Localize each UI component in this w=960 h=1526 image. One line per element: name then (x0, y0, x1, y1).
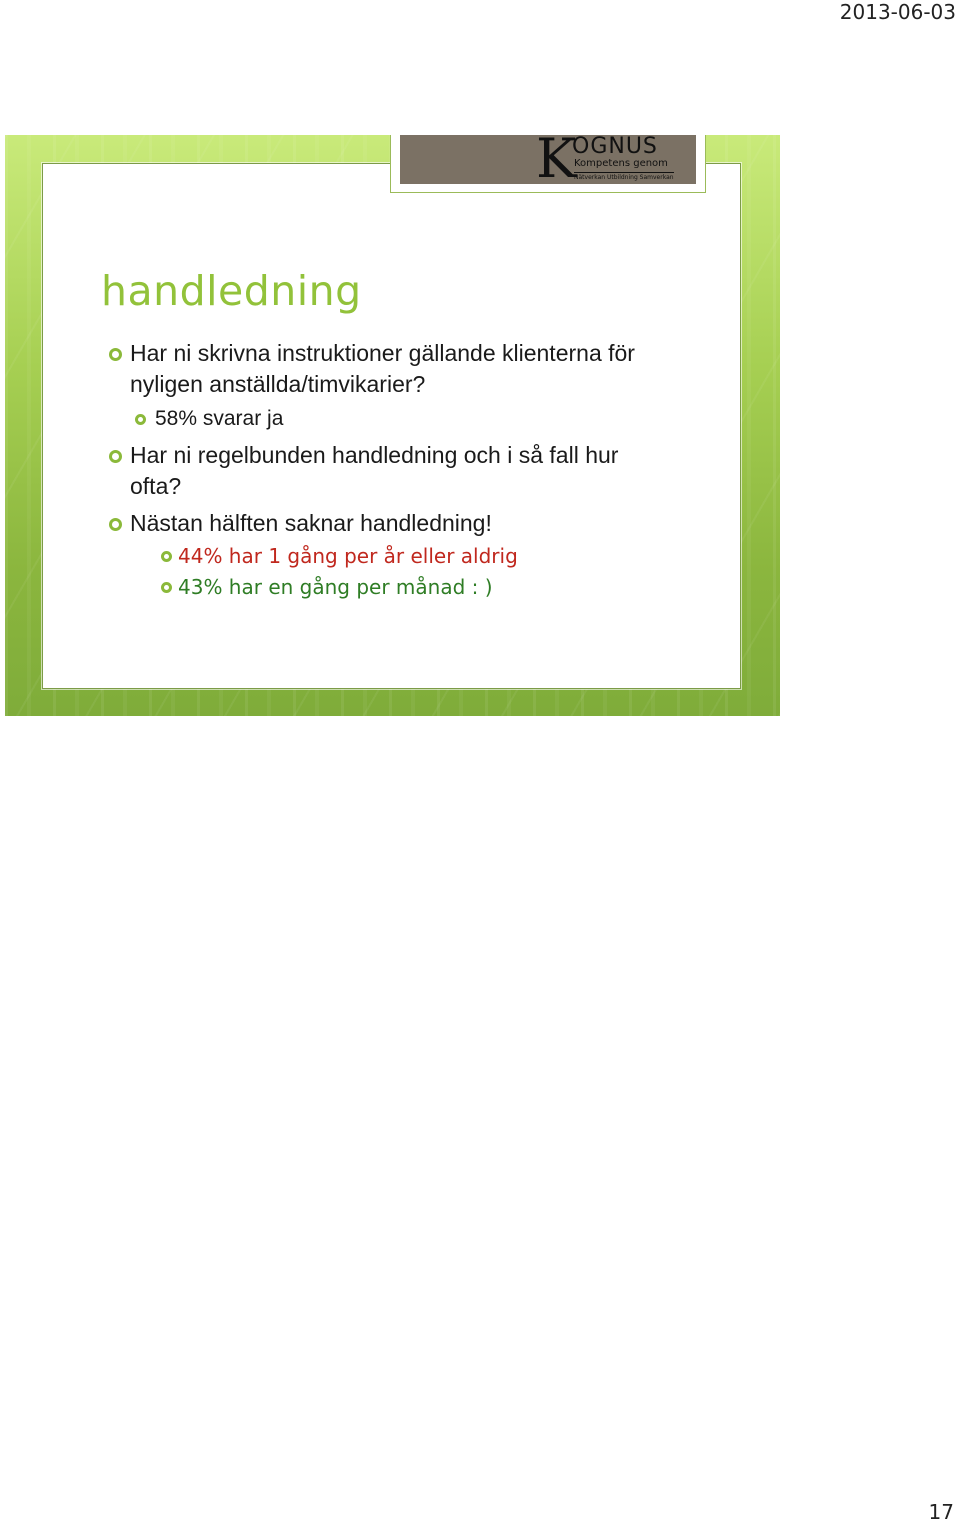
page-date: 2013-06-03 (839, 0, 956, 24)
bullet-ring-icon (109, 450, 122, 463)
bullet-text: 44% har 1 gång per år eller aldrig (178, 544, 518, 568)
bullet-item (130, 440, 670, 502)
logo-tagline: Nätverkan Utbildning Samverkan (574, 174, 674, 181)
bullet-text: Har ni regelbunden handledning och i så fall hur ofta? (130, 442, 619, 499)
bullet-item (130, 338, 670, 400)
bullet-text: 43% har en gång per månad : ) (178, 575, 493, 599)
slide-content-panel (42, 163, 741, 689)
bullet-text: 58% svarar ja (155, 407, 284, 430)
bullet-ring-icon (135, 414, 146, 425)
page-number: 17 (928, 1500, 954, 1524)
bullet-item (155, 405, 283, 433)
bullet-item (178, 542, 518, 570)
logo-subtitle: Kompetens genom (574, 158, 668, 169)
logo-ognus-text: OGNUS (572, 135, 658, 159)
kognus-logo (400, 135, 696, 190)
bullet-item (130, 508, 670, 539)
bullet-ring-icon (109, 348, 122, 361)
logo-tab (390, 135, 706, 193)
slide-title: handledning (101, 267, 362, 315)
bullet-ring-icon (161, 551, 172, 562)
bullet-text: Nästan hälften saknar handledning! (130, 510, 492, 536)
bullet-text: Har ni skrivna instruktioner gällande klienterna för nyligen anställda/timvikarier? (130, 340, 635, 397)
logo-k-letter: K (536, 135, 577, 190)
bullet-ring-icon (109, 518, 122, 531)
slide (5, 135, 780, 716)
bullet-item (178, 573, 493, 601)
bullet-ring-icon (161, 582, 172, 593)
